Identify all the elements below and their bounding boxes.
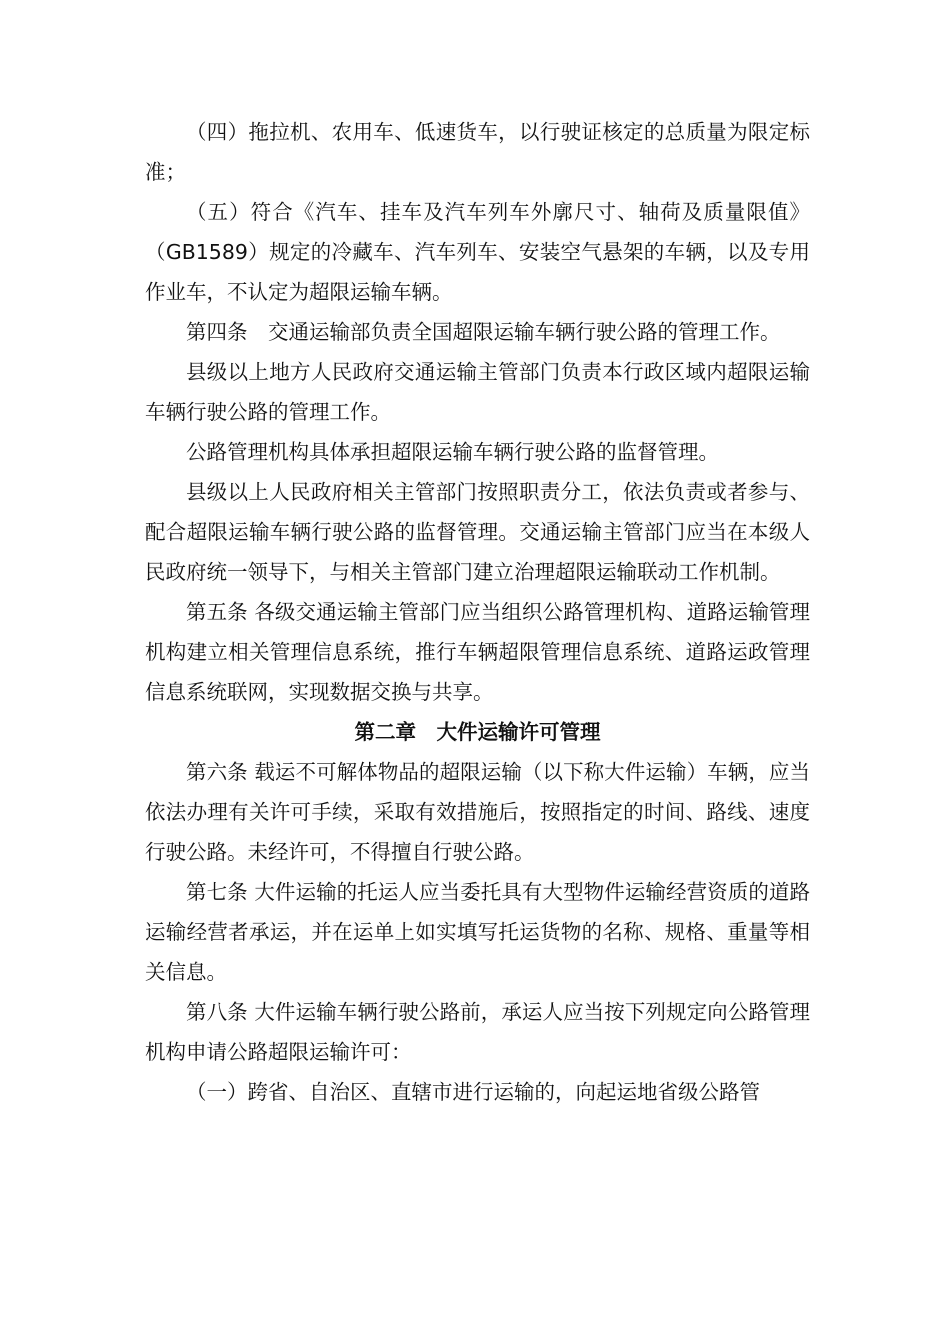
local-government-paragraph: 县级以上地方人民政府交通运输主管部门负责本行政区域内超限运输车辆行驶公路的管理工作。	[145, 360, 810, 424]
article-7-paragraph: 第七条 大件运输的托运人应当委托具有大型物件运输经营资质的道路运输经营者承运，并在运单上如实填写托运货物的名称、规格、重量等相关信息。	[145, 880, 810, 984]
coordination-paragraph: 县级以上人民政府相关主管部门按照职责分工，依法负责或者参与、配合超限运输车辆行驶公路的监督管理。交通运输主管部门应当在本级人民政府统一领导下，与相关主管部门建立治理超限运输联动工作机制。	[145, 480, 810, 584]
article-4-paragraph: 第四条 交通运输部负责全国超限运输车辆行驶公路的管理工作。	[186, 320, 781, 344]
article-5-paragraph: 第五条 各级交通运输主管部门应当组织公路管理机构、道路运输管理机构建立相关管理信息系统，推行车辆超限管理信息系统、道路运政管理信息系统联网，实现数据交换与共享。	[145, 600, 810, 704]
paragraph-item-4: （四）拖拉机、农用车、低速货车，以行驶证核定的总质量为限定标准；	[145, 120, 810, 184]
paragraph-item-5: （五）符合《汽车、挂车及汽车列车外廓尺寸、轴荷及质量限值》（GB1589）规定的冷藏车、汽车列车、安装空气悬架的车辆，以及专用作业车，不认定为超限运输车辆。	[145, 200, 810, 304]
article-6-paragraph: 第六条 载运不可解体物品的超限运输（以下称大件运输）车辆，应当依法办理有关许可手续，采取有效措施后，按照指定的时间、路线、速度行驶公路。未经许可，不得擅自行驶公路。	[145, 760, 810, 864]
article-8-paragraph: 第八条 大件运输车辆行驶公路前，承运人应当按下列规定向公路管理机构申请公路超限运输许可：	[145, 1000, 810, 1064]
chapter-heading: 第二章 大件运输许可管理	[354, 720, 601, 744]
document-page	[145, 112, 810, 1112]
highway-agency-paragraph: 公路管理机构具体承担超限运输车辆行驶公路的监督管理。	[186, 440, 719, 464]
article-8-item-1-paragraph: （一）跨省、自治区、直辖市进行运输的，向起运地省级公路管	[186, 1080, 760, 1104]
